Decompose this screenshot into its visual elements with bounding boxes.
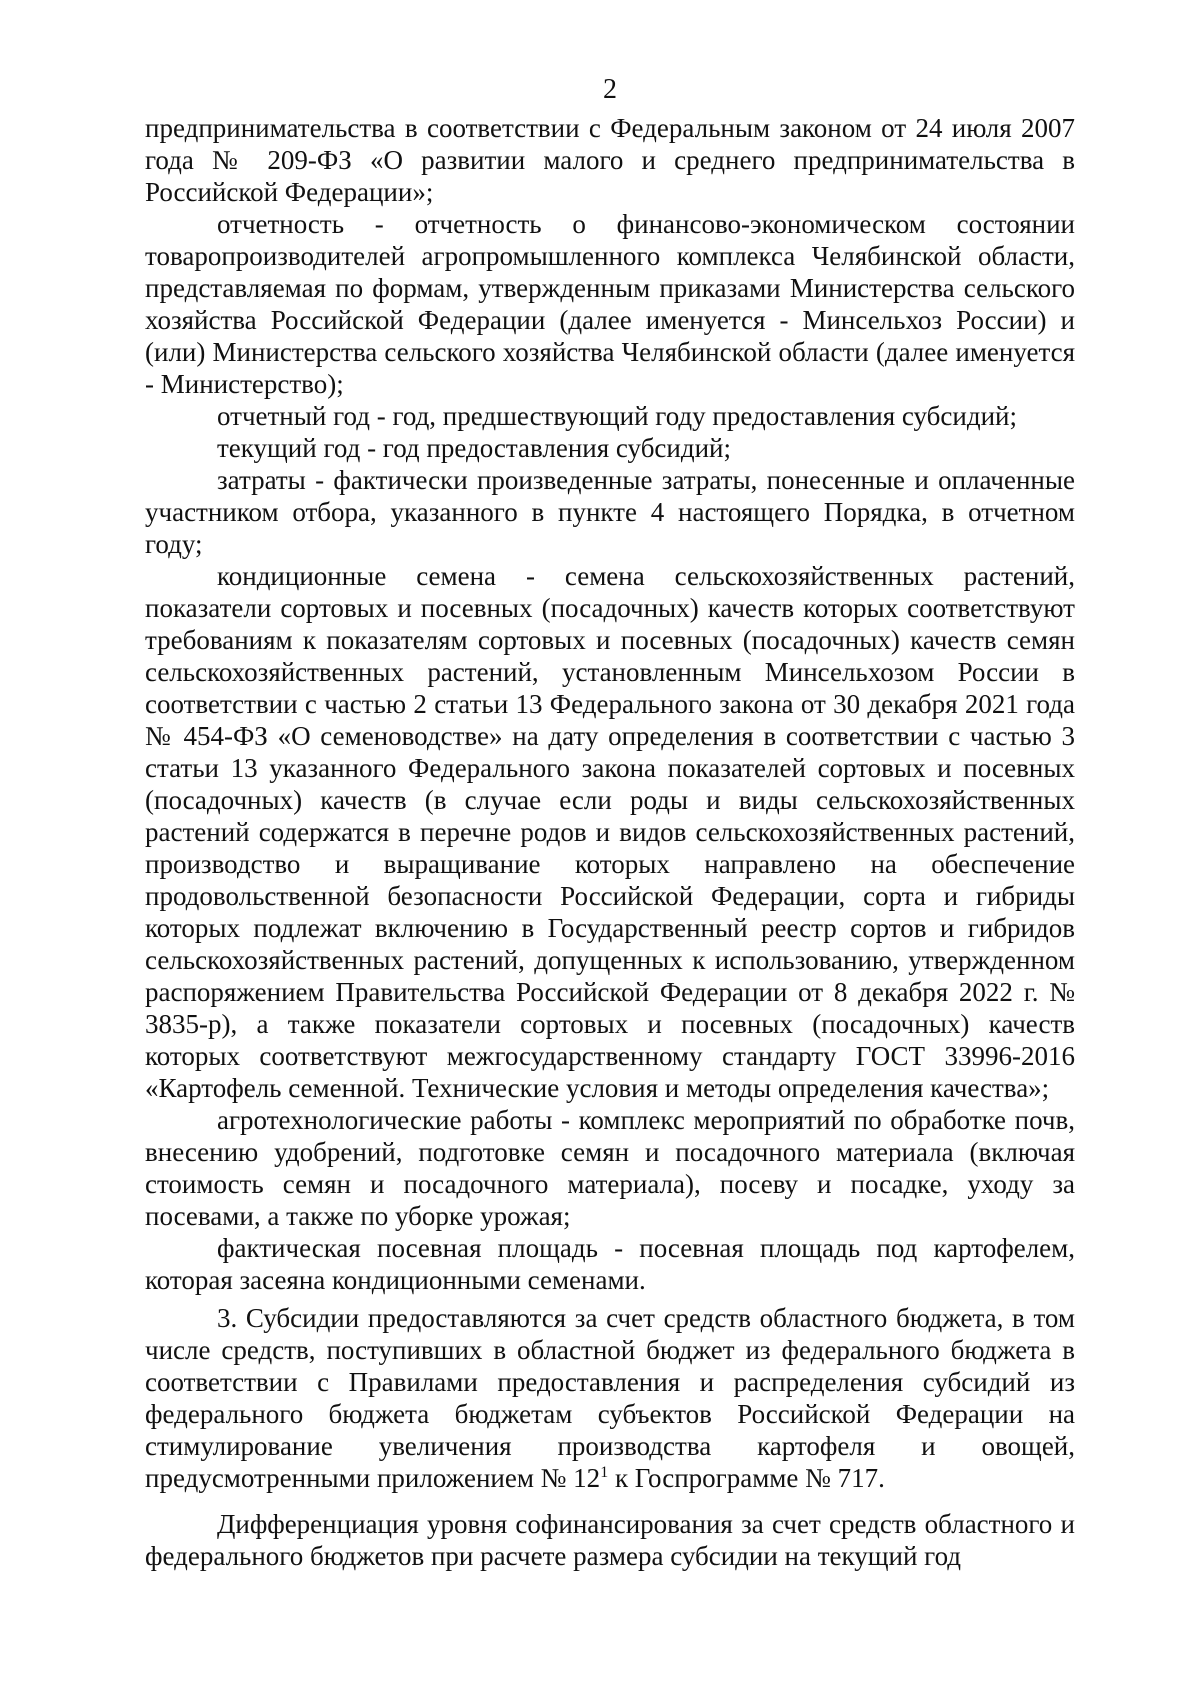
paragraph-reporting-year-definition: отчетный год - год, предшествующий году предоставления субсидий; [217,401,1017,431]
paragraph-cofinancing-differentiation: Дифференциация уровня софинансирования за счет средств областного и федерального бюджетов при расчете размера субсидии на текущий год [145,1509,1075,1571]
paragraph-agrotechnical-works-definition: агротехнологические работы - комплекс мероприятий по обработке почв, внесению удобрений, подготовке семян и посадочного материала (включая стоимость семян и посадочного материала), посеву и посадке, уходу за посевами, а также по уборке урожая; [145,1105,1075,1231]
paragraph-actual-sown-area-definition: фактическая посевная площадь - посевная площадь под картофелем, которая засеяна кондиционными семенами. [145,1233,1075,1295]
paragraph-reporting-definition: отчетность - отчетность о финансово-экономическом состоянии товаропроизводителей агропромышленного комплекса Челябинской области, представляемая по формам, утвержденным приказами Министерства сельского хозяйства Российской Федерации (далее именуется - Минсельхоз России) и (или) Министерства сельского хозяйства Челябинской области (далее именуется - Министерство); [145,209,1075,399]
paragraph-smb-definition-end: предпринимательства в соответствии с Федеральным законом от 24 июля 2007 года № 209-ФЗ «О развитии малого и среднего предпринимательства в Российской Федерации»; [145,113,1075,207]
paragraph-current-year-definition: текущий год - год предоставления субсидий; [217,433,732,463]
document-body [145,112,1075,1572]
appendix-superscript: 1 [600,1464,609,1481]
paragraph-certified-seeds-definition: кондиционные семена - семена сельскохозяйственных растений, показатели сортовых и посевных (посадочных) качеств которых соответствуют требованиям к показателям сортовых и посевных (посадочных) качеств семян сельскохозяйственных растений, установленным Минсельхозом России в соответствии с частью 2 статьи 13 Федерального закона от 30 декабря 2021 года № 454-ФЗ «О семеноводстве» на дату определения в соответствии с частью 3 статьи 13 указанного Федерального закона показателей сортовых и посевных (посадочных) качеств (в случае если роды и виды сельскохозяйственных растений содержатся в перечне родов и видов сельскохозяйственных растений, производство и выращивание которых направлено на обеспечение продовольственной безопасности Российской Федерации, сорта и гибриды которых подлежат включению в Государственный реестр сортов и гибридов сельскохозяйственных растений, допущенных к использованию, утвержденном распоряжением Правительства Российской Федерации от 8 декабря 2022 г. № 3835-р), а также показатели сортовых и посевных (посадочных) качеств которых соответствуют межгосударственному стандарту ГОСТ 33996-2016 «Картофель семенной. Технические условия и методы определения качества»; [145,561,1075,1103]
paragraph-subsidy-sources-tail: к Госпрограмме № 717. [608,1463,885,1493]
paragraph-subsidy-sources-text: 3. Субсидии предоставляются за счет средств областного бюджета, в том числе средств, поступивших в областной бюджет из федерального бюджета в соответствии с Правилами предоставления и распределения субсидий из федерального бюджета бюджетам субъектов Российской Федерации на стимулирование увеличения производства картофеля и овощей, предусмотренными приложением № 12 [145,1303,1075,1493]
page-number: 2 [603,74,617,105]
paragraph-subsidy-sources [145,1302,1075,1494]
paragraph-costs-definition: затраты - фактически произведенные затраты, понесенные и оплаченные участником отбора, указанного в пункте 4 настоящего Порядка, в отчетном году; [145,465,1075,559]
